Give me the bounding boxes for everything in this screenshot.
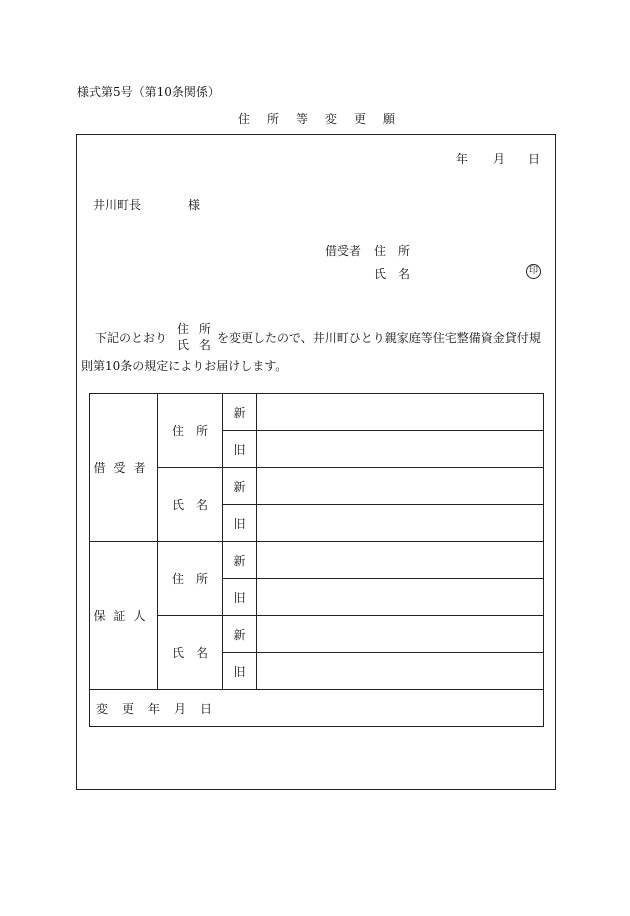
row-head-borrower: 借受者 — [90, 394, 158, 542]
borrower-address-new-field[interactable] — [257, 394, 544, 431]
body-suffix: を変更したので、井川町ひとり親家庭等住宅整備資金貸付規 — [217, 331, 541, 345]
old-label: 旧 — [223, 505, 257, 542]
guarantor-address-head: 住 所 — [158, 542, 223, 616]
borrower-name-label: 氏 名 — [374, 267, 411, 281]
guarantor-address-old-field[interactable] — [257, 579, 544, 616]
borrower-label: 借受者 — [325, 244, 362, 258]
addressee: 井川町長 — [93, 198, 142, 212]
change-table — [89, 393, 544, 727]
choice-address: 住 所 — [177, 322, 214, 336]
borrower-name-head: 氏 名 — [158, 468, 223, 542]
guarantor-name-head: 氏 名 — [158, 616, 223, 690]
form-number: 様式第5号（第10条関係） — [77, 85, 220, 99]
date-month-label: 月 — [493, 152, 506, 166]
row-head-guarantor: 保証人 — [90, 542, 158, 690]
seal-mark-icon: 印 — [526, 264, 541, 279]
date-day-label: 日 — [528, 152, 541, 166]
borrower-address-label: 住 所 — [374, 244, 411, 258]
guarantor-name-old-field[interactable] — [257, 653, 544, 690]
borrower-name-old-field[interactable] — [257, 505, 544, 542]
borrower-address-head: 住 所 — [158, 394, 223, 468]
old-label: 旧 — [223, 579, 257, 616]
body-prefix: 下記のとおり — [95, 331, 168, 345]
guarantor-name-new-field[interactable] — [257, 616, 544, 653]
change-date-row[interactable] — [90, 690, 544, 727]
change-date-label: 変更年月日 — [96, 701, 227, 716]
addressee-suffix: 様 — [188, 198, 201, 212]
guarantor-address-new-field[interactable] — [257, 542, 544, 579]
body-line-2: 則第10条の規定によりお届けします。 — [81, 359, 288, 373]
change-choice — [177, 321, 214, 353]
new-label: 新 — [223, 542, 257, 579]
document-title: 住所等変更願 — [238, 112, 413, 126]
date-year-label: 年 — [456, 152, 469, 166]
borrower-address-old-field[interactable] — [257, 431, 544, 468]
borrower-name-new-field[interactable] — [257, 468, 544, 505]
old-label: 旧 — [223, 653, 257, 690]
choice-name: 氏 名 — [177, 338, 214, 352]
new-label: 新 — [223, 468, 257, 505]
old-label: 旧 — [223, 431, 257, 468]
new-label: 新 — [223, 394, 257, 431]
new-label: 新 — [223, 616, 257, 653]
